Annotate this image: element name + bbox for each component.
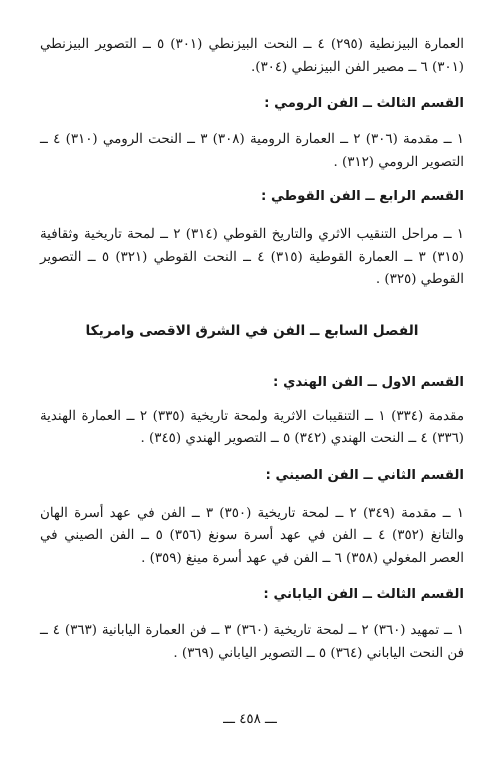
section-heading-japanese-art: القسم الثالث ــ الفن الياباني : bbox=[263, 587, 464, 602]
section-heading-chinese-art: القسم الثاني ــ الفن الصيني : bbox=[265, 467, 464, 483]
page-content bbox=[40, 34, 464, 665]
section-body-gothic-art: ١ ــ مراحل التنقيب الاثري والتاريخ القوطي (٣١٤) ٢ ــ لمحة تاريخية وثقافية (٣١٥) ٣ ــ العمارة القوطية (٣١٥) ٤ ــ النحت القوطي (٣٢١) ٥ ــ التصوير القوطي (٣٢٥) . bbox=[40, 227, 464, 287]
section-heading-roman-art: القسم الثالث ــ الفن الرومي : bbox=[264, 96, 464, 111]
section-heading-indian-art: القسم الاول ــ الفن الهندي : bbox=[273, 374, 464, 390]
chapter-title: الفصل السابع ــ الفن في الشرق الاقصى وامريكا bbox=[85, 322, 419, 339]
section-body-japanese-art: ١ ــ تمهيد (٣٦٠) ٢ ــ لمحة تاريخية (٣٦٠) ٣ ــ فن العمارة اليابانية (٣٦٣) ٤ ــ فن النحت الياباني (٣٦٤) ٥ ــ التصوير الياباني (٣٦٩) . bbox=[40, 623, 464, 661]
section-body-roman-art: ١ ــ مقدمة (٣٠٦) ٢ ــ العمارة الرومية (٣٠٨) ٣ ــ النحت الرومي (٣١٠) ٤ ــ التصوير الرومي (٣١٢) . bbox=[40, 132, 464, 170]
page-number: ـــ ٤٥٨ ـــ bbox=[223, 712, 277, 727]
intro-paragraph: العمارة البيزنطية (٢٩٥) ٤ ــ النحت البيزنطي (٣٠١) ٥ ــ التصوير البيزنطي (٣٠١) ٦ ــ مصير الفن البيزنطي (٣٠٤). bbox=[40, 37, 464, 75]
section-heading-gothic-art: القسم الرابع ــ الفن القوطي : bbox=[260, 189, 464, 204]
section-body-chinese-art: ١ ــ مقدمة (٣٤٩) ٢ ــ لمحة تاريخية (٣٥٠) ٣ ــ الفن في عهد أسرة الهان والتانغ (٣٥٢) ٤ ــ الفن في عهد أسرة سونغ (٣٥٦) ٥ ــ الفن الصيني في العصر المغولي (٣٥٨) ٦ ــ الفن في عهد أسرة مينغ (٣٥٩) . bbox=[40, 505, 464, 566]
section-body-indian-art: مقدمة (٣٣٤) ١ ــ التنقيبات الاثرية ولمحة تاريخية (٣٣٥) ٢ ــ العمارة الهندية (٣٣٦) ٤ ــ النحت الهندي (٣٤٢) ٥ ــ التصوير الهندي (٣٤٥) . bbox=[40, 408, 465, 446]
